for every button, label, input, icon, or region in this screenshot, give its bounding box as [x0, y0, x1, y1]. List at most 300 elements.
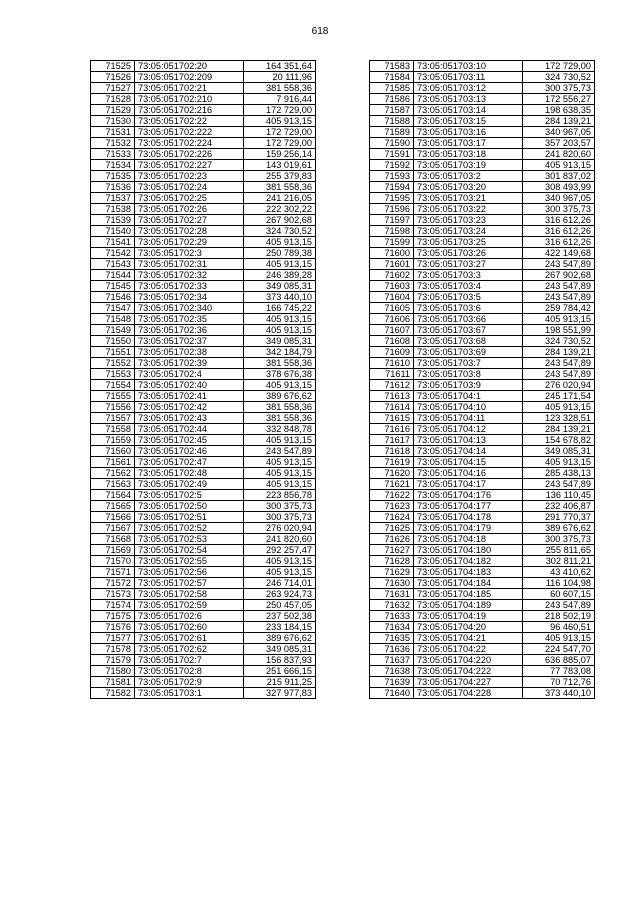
cadastral-number-cell: 73:05:051702:48 — [135, 468, 244, 479]
cadastral-number-cell: 73:05:051703:1 — [135, 688, 244, 699]
cadastral-number-cell: 73:05:051702:56 — [135, 567, 244, 578]
amount-cell: 172 556,27 — [523, 94, 595, 105]
row-number-cell: 71588 — [370, 116, 414, 127]
amount-cell: 302 811,21 — [523, 556, 595, 567]
row-number-cell: 71573 — [91, 589, 135, 600]
cadastral-number-cell: 73:05:051702:26 — [135, 204, 244, 215]
amount-cell: 422 149,68 — [523, 248, 595, 259]
row-number-cell: 71621 — [370, 479, 414, 490]
table-row — [91, 567, 316, 578]
amount-cell: 43 410,62 — [523, 567, 595, 578]
table-row — [91, 534, 316, 545]
table-row — [91, 358, 316, 369]
row-number-cell: 71531 — [91, 127, 135, 138]
row-number-cell: 71567 — [91, 523, 135, 534]
row-number-cell: 71528 — [91, 94, 135, 105]
amount-cell: 241 216,05 — [244, 193, 316, 204]
cadastral-number-cell: 73:05:051703:26 — [414, 248, 523, 259]
table-row — [91, 523, 316, 534]
row-number-cell: 71612 — [370, 380, 414, 391]
table-row — [91, 160, 316, 171]
table-row — [370, 457, 595, 468]
table-row — [91, 336, 316, 347]
table-row — [91, 446, 316, 457]
table-row — [91, 325, 316, 336]
cadastral-number-cell: 73:05:051702:22 — [135, 116, 244, 127]
table-row — [91, 391, 316, 402]
amount-cell: 20 111,96 — [244, 72, 316, 83]
cadastral-number-cell: 73:05:051702:58 — [135, 589, 244, 600]
row-number-cell: 71557 — [91, 413, 135, 424]
amount-cell: 316 612,26 — [523, 215, 595, 226]
cadastral-number-cell: 73:05:051702:224 — [135, 138, 244, 149]
cadastral-number-cell: 73:05:051702:52 — [135, 523, 244, 534]
row-number-cell: 71580 — [91, 666, 135, 677]
amount-cell: 246 714,01 — [244, 578, 316, 589]
table-row — [91, 501, 316, 512]
row-number-cell: 71601 — [370, 259, 414, 270]
table-row — [91, 105, 316, 116]
row-number-cell: 71613 — [370, 391, 414, 402]
amount-cell: 143 019,61 — [244, 160, 316, 171]
amount-cell: 300 375,73 — [523, 83, 595, 94]
amount-cell: 224 547,70 — [523, 644, 595, 655]
table-row — [91, 83, 316, 94]
cadastral-number-cell: 73:05:051704:15 — [414, 457, 523, 468]
row-number-cell: 71590 — [370, 138, 414, 149]
amount-cell: 60 607,15 — [523, 589, 595, 600]
row-number-cell: 71544 — [91, 270, 135, 281]
row-number-cell: 71543 — [91, 259, 135, 270]
cadastral-number-cell: 73:05:051702:47 — [135, 457, 244, 468]
row-number-cell: 71539 — [91, 215, 135, 226]
amount-cell: 250 789,38 — [244, 248, 316, 259]
cadastral-number-cell: 73:05:051704:14 — [414, 446, 523, 457]
row-number-cell: 71563 — [91, 479, 135, 490]
row-number-cell: 71610 — [370, 358, 414, 369]
cadastral-number-cell: 73:05:051703:8 — [414, 369, 523, 380]
table-row — [370, 171, 595, 182]
amount-cell: 381 558,36 — [244, 402, 316, 413]
amount-cell: 300 375,73 — [244, 512, 316, 523]
amount-cell: 267 902,68 — [244, 215, 316, 226]
cadastral-number-cell: 73:05:051704:227 — [414, 677, 523, 688]
table-row — [91, 424, 316, 435]
table-row — [91, 479, 316, 490]
cadastral-number-cell: 73:05:051704:1 — [414, 391, 523, 402]
table-row — [370, 380, 595, 391]
row-number-cell: 71530 — [91, 116, 135, 127]
amount-cell: 340 967,05 — [523, 127, 595, 138]
table-row — [370, 490, 595, 501]
row-number-cell: 71629 — [370, 567, 414, 578]
cadastral-number-cell: 73:05:051704:16 — [414, 468, 523, 479]
row-number-cell: 71639 — [370, 677, 414, 688]
cadastral-number-cell: 73:05:051703:11 — [414, 72, 523, 83]
row-number-cell: 71572 — [91, 578, 135, 589]
row-number-cell: 71527 — [91, 83, 135, 94]
cadastral-number-cell: 73:05:051702:7 — [135, 655, 244, 666]
table-row — [91, 413, 316, 424]
amount-cell: 243 547,89 — [523, 292, 595, 303]
table-row — [91, 292, 316, 303]
table-row — [91, 182, 316, 193]
amount-cell: 405 913,15 — [244, 435, 316, 446]
amount-cell: 198 638,35 — [523, 105, 595, 116]
row-number-cell: 71584 — [370, 72, 414, 83]
row-number-cell: 71538 — [91, 204, 135, 215]
table-row — [370, 182, 595, 193]
table-row — [370, 347, 595, 358]
amount-cell: 218 502,19 — [523, 611, 595, 622]
table-row — [91, 248, 316, 259]
cadastral-number-cell: 73:05:051702:36 — [135, 325, 244, 336]
table-row — [370, 534, 595, 545]
cadastral-number-cell: 73:05:051704:180 — [414, 545, 523, 556]
row-number-cell: 71616 — [370, 424, 414, 435]
amount-cell: 342 184,79 — [244, 347, 316, 358]
table-row — [91, 116, 316, 127]
amount-cell: 389 676,62 — [244, 633, 316, 644]
table-row — [370, 688, 595, 699]
row-number-cell: 71576 — [91, 622, 135, 633]
cadastral-number-cell: 73:05:051702:34 — [135, 292, 244, 303]
table-row — [91, 435, 316, 446]
cadastral-number-cell: 73:05:051702:59 — [135, 600, 244, 611]
row-number-cell: 71615 — [370, 413, 414, 424]
cadastral-number-cell: 73:05:051702:227 — [135, 160, 244, 171]
row-number-cell: 71637 — [370, 655, 414, 666]
amount-cell: 284 139,21 — [523, 116, 595, 127]
amount-cell: 405 913,15 — [523, 160, 595, 171]
row-number-cell: 71595 — [370, 193, 414, 204]
table-row — [91, 259, 316, 270]
row-number-cell: 71559 — [91, 435, 135, 446]
amount-cell: 284 139,21 — [523, 424, 595, 435]
row-number-cell: 71553 — [91, 369, 135, 380]
cadastral-number-cell: 73:05:051703:66 — [414, 314, 523, 325]
row-number-cell: 71627 — [370, 545, 414, 556]
cadastral-number-cell: 73:05:051704:12 — [414, 424, 523, 435]
table-row — [91, 369, 316, 380]
row-number-cell: 71587 — [370, 105, 414, 116]
table-row — [370, 281, 595, 292]
table-row — [91, 655, 316, 666]
row-number-cell: 71550 — [91, 336, 135, 347]
table-row — [370, 402, 595, 413]
amount-cell: 327 977,83 — [244, 688, 316, 699]
amount-cell: 156 837,93 — [244, 655, 316, 666]
table-row — [370, 105, 595, 116]
amount-cell: 276 020,94 — [523, 380, 595, 391]
row-number-cell: 71551 — [91, 347, 135, 358]
table-row — [370, 215, 595, 226]
right-table — [369, 60, 595, 699]
row-number-cell: 71632 — [370, 600, 414, 611]
cadastral-number-cell: 73:05:051702:61 — [135, 633, 244, 644]
cadastral-number-cell: 73:05:051702:43 — [135, 413, 244, 424]
row-number-cell: 71586 — [370, 94, 414, 105]
table-row — [91, 237, 316, 248]
row-number-cell: 71606 — [370, 314, 414, 325]
table-row — [370, 622, 595, 633]
amount-cell: 405 913,15 — [244, 479, 316, 490]
row-number-cell: 71548 — [91, 314, 135, 325]
row-number-cell: 71532 — [91, 138, 135, 149]
row-number-cell: 71624 — [370, 512, 414, 523]
amount-cell: 324 730,52 — [244, 226, 316, 237]
cadastral-number-cell: 73:05:051702:20 — [135, 61, 244, 72]
row-number-cell: 71540 — [91, 226, 135, 237]
amount-cell: 259 784,42 — [523, 303, 595, 314]
amount-cell: 241 820,60 — [523, 149, 595, 160]
amount-cell: 405 913,15 — [244, 259, 316, 270]
amount-cell: 381 558,36 — [244, 182, 316, 193]
cadastral-number-cell: 73:05:051703:67 — [414, 325, 523, 336]
cadastral-number-cell: 73:05:051702:9 — [135, 677, 244, 688]
amount-cell: 232 406,87 — [523, 501, 595, 512]
cadastral-number-cell: 73:05:051702:8 — [135, 666, 244, 677]
row-number-cell: 71558 — [91, 424, 135, 435]
amount-cell: 378 676,38 — [244, 369, 316, 380]
amount-cell: 251 666,15 — [244, 666, 316, 677]
cadastral-number-cell: 73:05:051704:11 — [414, 413, 523, 424]
table-row — [91, 468, 316, 479]
row-number-cell: 71602 — [370, 270, 414, 281]
amount-cell: 172 729,00 — [244, 127, 316, 138]
cadastral-number-cell: 73:05:051702:42 — [135, 402, 244, 413]
table-row — [370, 160, 595, 171]
table-row — [370, 666, 595, 677]
amount-cell: 405 913,15 — [244, 457, 316, 468]
row-number-cell: 71640 — [370, 688, 414, 699]
cadastral-number-cell: 73:05:051703:25 — [414, 237, 523, 248]
row-number-cell: 71618 — [370, 446, 414, 457]
amount-cell: 237 502,38 — [244, 611, 316, 622]
amount-cell: 381 558,36 — [244, 413, 316, 424]
table-row — [91, 688, 316, 699]
cadastral-number-cell: 73:05:051704:220 — [414, 655, 523, 666]
row-number-cell: 71571 — [91, 567, 135, 578]
row-number-cell: 71562 — [91, 468, 135, 479]
table-row — [370, 468, 595, 479]
row-number-cell: 71593 — [370, 171, 414, 182]
amount-cell: 349 085,31 — [244, 644, 316, 655]
amount-cell: 405 913,15 — [244, 325, 316, 336]
table-row — [370, 611, 595, 622]
amount-cell: 77 783,08 — [523, 666, 595, 677]
row-number-cell: 71611 — [370, 369, 414, 380]
table-row — [91, 149, 316, 160]
row-number-cell: 71609 — [370, 347, 414, 358]
table-row — [370, 72, 595, 83]
cadastral-number-cell: 73:05:051704:189 — [414, 600, 523, 611]
amount-cell: 159 256,14 — [244, 149, 316, 160]
amount-cell: 405 913,15 — [244, 567, 316, 578]
cadastral-number-cell: 73:05:051702:6 — [135, 611, 244, 622]
table-row — [370, 523, 595, 534]
amount-cell: 246 389,28 — [244, 270, 316, 281]
cadastral-number-cell: 73:05:051702:41 — [135, 391, 244, 402]
cadastral-number-cell: 73:05:051703:6 — [414, 303, 523, 314]
amount-cell: 324 730,52 — [523, 72, 595, 83]
left-table — [90, 60, 316, 699]
amount-cell: 263 924,73 — [244, 589, 316, 600]
cadastral-number-cell: 73:05:051704:183 — [414, 567, 523, 578]
table-row — [370, 435, 595, 446]
row-number-cell: 71626 — [370, 534, 414, 545]
cadastral-number-cell: 73:05:051704:176 — [414, 490, 523, 501]
cadastral-number-cell: 73:05:051702:27 — [135, 215, 244, 226]
row-number-cell: 71549 — [91, 325, 135, 336]
cadastral-number-cell: 73:05:051702:209 — [135, 72, 244, 83]
cadastral-number-cell: 73:05:051704:177 — [414, 501, 523, 512]
row-number-cell: 71569 — [91, 545, 135, 556]
cadastral-number-cell: 73:05:051703:5 — [414, 292, 523, 303]
row-number-cell: 71533 — [91, 149, 135, 160]
table-row — [370, 325, 595, 336]
amount-cell: 405 913,15 — [523, 402, 595, 413]
amount-cell: 292 257,47 — [244, 545, 316, 556]
row-number-cell: 71556 — [91, 402, 135, 413]
amount-cell: 389 676,62 — [523, 523, 595, 534]
amount-cell: 405 913,15 — [244, 314, 316, 325]
amount-cell: 300 375,73 — [523, 534, 595, 545]
row-number-cell: 71605 — [370, 303, 414, 314]
cadastral-number-cell: 73:05:051702:216 — [135, 105, 244, 116]
row-number-cell: 71633 — [370, 611, 414, 622]
row-number-cell: 71589 — [370, 127, 414, 138]
cadastral-number-cell: 73:05:051703:17 — [414, 138, 523, 149]
table-row — [370, 369, 595, 380]
table-row — [91, 314, 316, 325]
cadastral-number-cell: 73:05:051703:69 — [414, 347, 523, 358]
amount-cell: 636 885,07 — [523, 655, 595, 666]
cadastral-number-cell: 73:05:051704:179 — [414, 523, 523, 534]
table-row — [91, 666, 316, 677]
amount-cell: 373 440,10 — [523, 688, 595, 699]
amount-cell: 389 676,62 — [244, 391, 316, 402]
row-number-cell: 71566 — [91, 512, 135, 523]
amount-cell: 243 547,89 — [523, 358, 595, 369]
row-number-cell: 71582 — [91, 688, 135, 699]
amount-cell: 381 558,36 — [244, 83, 316, 94]
cadastral-number-cell: 73:05:051703:2 — [414, 171, 523, 182]
amount-cell: 405 913,15 — [523, 314, 595, 325]
table-row — [370, 589, 595, 600]
table-row — [370, 578, 595, 589]
cadastral-number-cell: 73:05:051702:54 — [135, 545, 244, 556]
table-row — [370, 138, 595, 149]
amount-cell: 373 440,10 — [244, 292, 316, 303]
table-row — [370, 237, 595, 248]
amount-cell: 405 913,15 — [244, 237, 316, 248]
amount-cell: 164 351,64 — [244, 61, 316, 72]
cadastral-number-cell: 73:05:051702:226 — [135, 149, 244, 160]
cadastral-number-cell: 73:05:051702:25 — [135, 193, 244, 204]
row-number-cell: 71592 — [370, 160, 414, 171]
table-row — [370, 303, 595, 314]
amount-cell: 300 375,73 — [523, 204, 595, 215]
cadastral-number-cell: 73:05:051702:35 — [135, 314, 244, 325]
table-row — [91, 589, 316, 600]
row-number-cell: 71575 — [91, 611, 135, 622]
cadastral-number-cell: 73:05:051704:19 — [414, 611, 523, 622]
cadastral-number-cell: 73:05:051703:3 — [414, 270, 523, 281]
amount-cell: 172 729,00 — [244, 138, 316, 149]
table-row — [370, 413, 595, 424]
cadastral-number-cell: 73:05:051703:22 — [414, 204, 523, 215]
cadastral-number-cell: 73:05:051704:178 — [414, 512, 523, 523]
table-row — [91, 171, 316, 182]
amount-cell: 405 913,15 — [244, 380, 316, 391]
amount-cell: 223 856,78 — [244, 490, 316, 501]
row-number-cell: 71555 — [91, 391, 135, 402]
cadastral-number-cell: 73:05:051703:14 — [414, 105, 523, 116]
row-number-cell: 71536 — [91, 182, 135, 193]
cadastral-number-cell: 73:05:051704:185 — [414, 589, 523, 600]
table-row — [370, 424, 595, 435]
row-number-cell: 71554 — [91, 380, 135, 391]
row-number-cell: 71577 — [91, 633, 135, 644]
amount-cell: 172 729,00 — [523, 61, 595, 72]
row-number-cell: 71628 — [370, 556, 414, 567]
table-row — [370, 193, 595, 204]
cadastral-number-cell: 73:05:051702:50 — [135, 501, 244, 512]
table-row — [370, 567, 595, 578]
table-row — [370, 83, 595, 94]
cadastral-number-cell: 73:05:051702:57 — [135, 578, 244, 589]
cadastral-number-cell: 73:05:051702:38 — [135, 347, 244, 358]
table-row — [91, 270, 316, 281]
cadastral-number-cell: 73:05:051703:7 — [414, 358, 523, 369]
cadastral-number-cell: 73:05:051704:21 — [414, 633, 523, 644]
amount-cell: 198 551,99 — [523, 325, 595, 336]
cadastral-number-cell: 73:05:051702:340 — [135, 303, 244, 314]
table-row — [91, 347, 316, 358]
row-number-cell: 71529 — [91, 105, 135, 116]
cadastral-number-cell: 73:05:051704:13 — [414, 435, 523, 446]
table-row — [91, 622, 316, 633]
row-number-cell: 71578 — [91, 644, 135, 655]
table-row — [91, 72, 316, 83]
cadastral-number-cell: 73:05:051702:62 — [135, 644, 244, 655]
cadastral-number-cell: 73:05:051704:22 — [414, 644, 523, 655]
cadastral-number-cell: 73:05:051703:23 — [414, 215, 523, 226]
amount-cell: 255 811,65 — [523, 545, 595, 556]
table-row — [91, 138, 316, 149]
amount-cell: 340 967,05 — [523, 193, 595, 204]
table-row — [370, 556, 595, 567]
cadastral-number-cell: 73:05:051702:32 — [135, 270, 244, 281]
cadastral-number-cell: 73:05:051702:24 — [135, 182, 244, 193]
table-row — [91, 281, 316, 292]
row-number-cell: 71603 — [370, 281, 414, 292]
cadastral-number-cell: 73:05:051702:21 — [135, 83, 244, 94]
cadastral-number-cell: 73:05:051702:55 — [135, 556, 244, 567]
cadastral-number-cell: 73:05:051704:10 — [414, 402, 523, 413]
table-row — [370, 512, 595, 523]
cadastral-number-cell: 73:05:051702:51 — [135, 512, 244, 523]
row-number-cell: 71525 — [91, 61, 135, 72]
table-row — [370, 644, 595, 655]
amount-cell: 241 820,60 — [244, 534, 316, 545]
table-row — [370, 259, 595, 270]
cadastral-number-cell: 73:05:051702:49 — [135, 479, 244, 490]
row-number-cell: 71542 — [91, 248, 135, 259]
cadastral-number-cell: 73:05:051703:9 — [414, 380, 523, 391]
amount-cell: 243 547,89 — [523, 281, 595, 292]
